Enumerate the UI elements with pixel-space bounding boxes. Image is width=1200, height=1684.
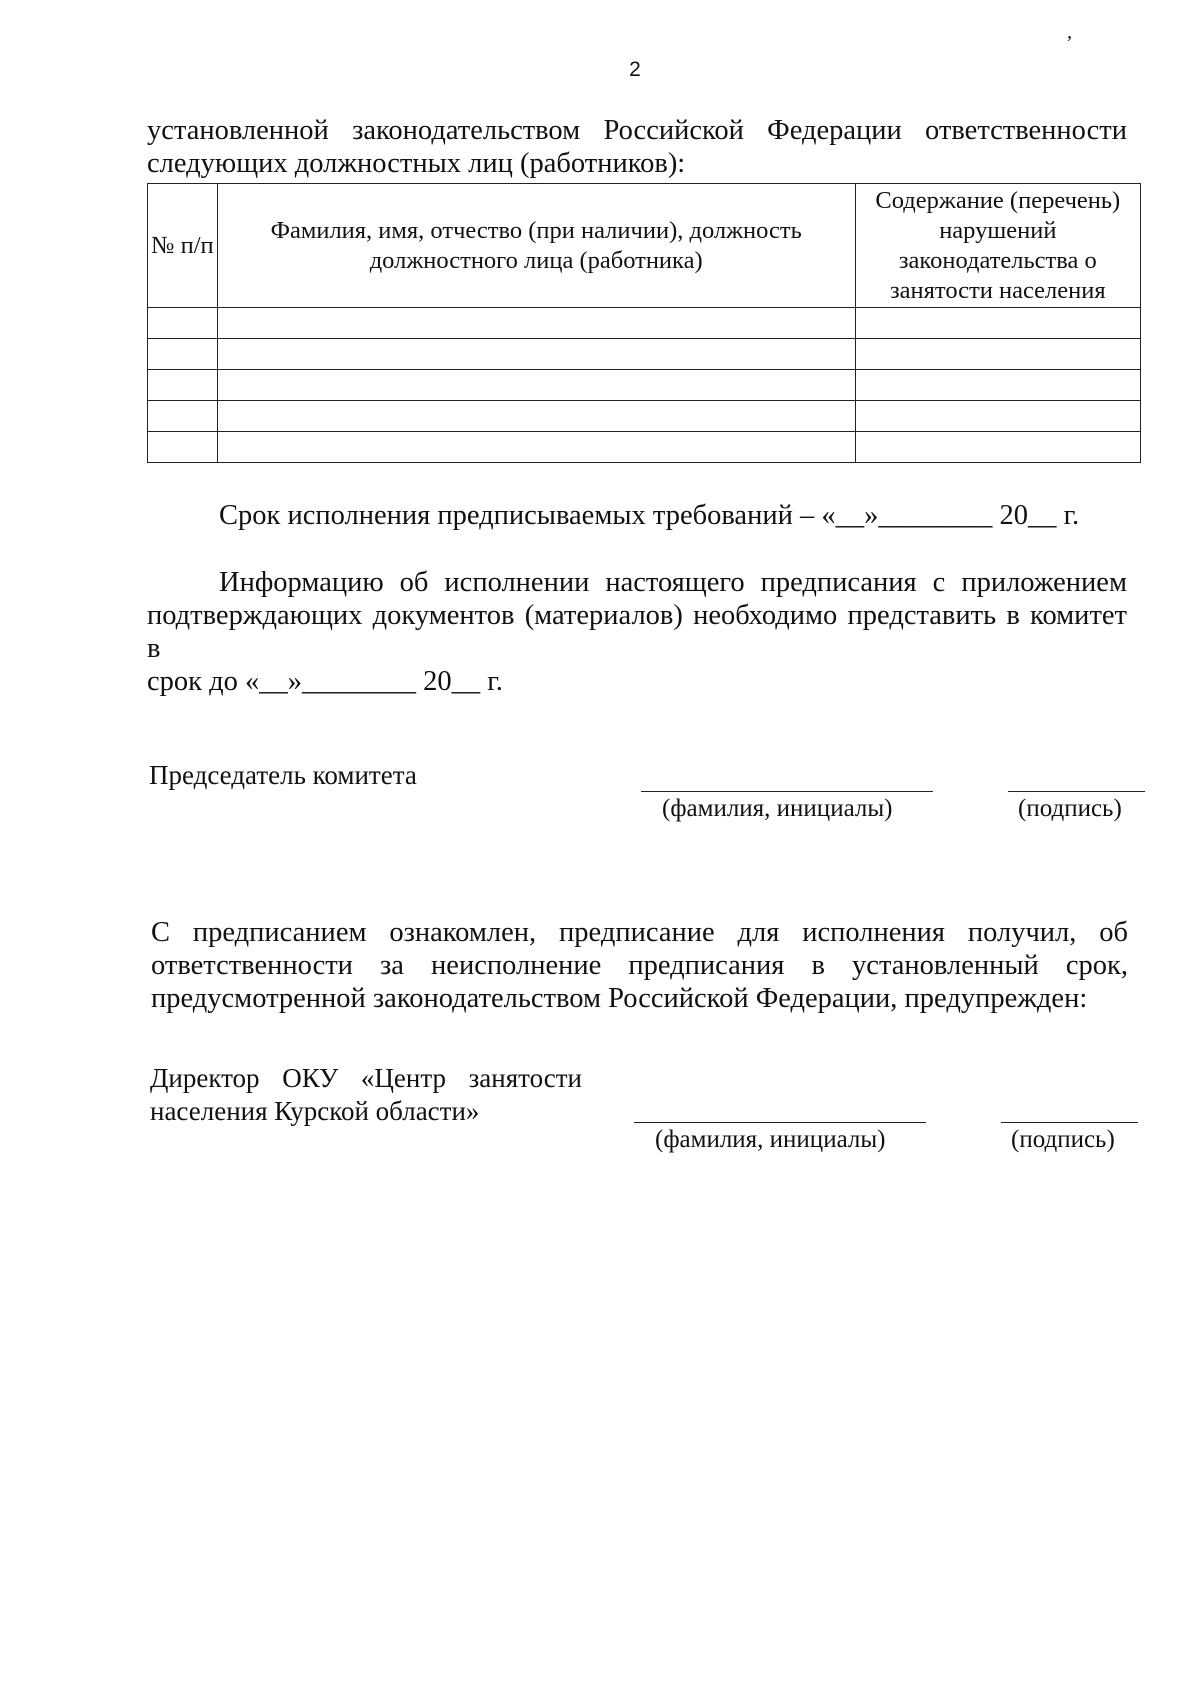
director-line-2: населения Курской области» [150, 1096, 480, 1126]
intro-line-1: установленной законодательством Российской Федерации ответственности [147, 115, 1127, 146]
ack-line-1: С предписанием ознакомлен, предписание для исполнения получил, об [151, 917, 1128, 948]
intro-line-2: следующих должностных лиц (работников): [147, 148, 686, 179]
ack-line-3: предусмотренной законодательством Российской Федерации, предупрежден: [151, 983, 1088, 1014]
director-name-line [634, 1122, 926, 1123]
corner-mark: ’ [1066, 32, 1073, 54]
table-cell [148, 401, 218, 432]
table-cell [217, 308, 855, 339]
table-row [148, 339, 1141, 370]
table-cell [148, 308, 218, 339]
info-line-2: подтверждающих документов (материалов) необходимо представить в комитет в [147, 600, 1127, 664]
chairman-name-line [641, 791, 933, 792]
table-cell [855, 401, 1140, 432]
table-cell [855, 339, 1140, 370]
info-line-3: срок до «__»________ 20__ г. [147, 666, 503, 697]
table-row [148, 308, 1141, 339]
info-line-1: Информацию об исполнении настоящего предписания с приложением [219, 567, 1127, 598]
table-cell [855, 370, 1140, 401]
table-cell [217, 432, 855, 463]
chairman-signature-line [1008, 791, 1145, 792]
director-line-1: Директор ОКУ «Центр занятости [150, 1063, 582, 1093]
page-number: 2 [629, 58, 641, 81]
director-signature-caption: (подпись) [1011, 1126, 1115, 1153]
table-cell [217, 401, 855, 432]
director-name-caption: (фамилия, инициалы) [655, 1126, 886, 1153]
table-row [148, 432, 1141, 463]
ack-line-2: ответственности за неисполнение предписания в установленный срок, [151, 950, 1128, 981]
director-signature-line [1001, 1122, 1138, 1123]
table-cell [855, 308, 1140, 339]
header-person: Фамилия, имя, отчество (при наличии), должность должностного лица (работника) [217, 184, 855, 308]
acknowledgement-paragraph [151, 916, 1128, 1015]
table-cell [217, 339, 855, 370]
table-cell [148, 370, 218, 401]
table-cell [148, 339, 218, 370]
table-header-row [148, 184, 1141, 308]
header-number: № п/п [148, 184, 218, 308]
table-row [148, 370, 1141, 401]
intro-paragraph [147, 114, 1127, 180]
chairman-name-caption: (фамилия, инициалы) [662, 795, 893, 822]
chairman-signature-caption: (подпись) [1018, 795, 1122, 822]
header-violations: Содержание (перечень) нарушений законодательства о занятости населения [855, 184, 1140, 308]
info-paragraph [147, 566, 1127, 698]
table-cell [855, 432, 1140, 463]
table-cell [217, 370, 855, 401]
violations-table [147, 183, 1141, 463]
table-cell [148, 432, 218, 463]
chairman-title: Председатель комитета [149, 760, 417, 790]
director-title [150, 1062, 582, 1128]
deadline-line: Срок исполнения предписываемых требований – «__»________ 20__ г. [219, 500, 1080, 531]
table-row [148, 401, 1141, 432]
